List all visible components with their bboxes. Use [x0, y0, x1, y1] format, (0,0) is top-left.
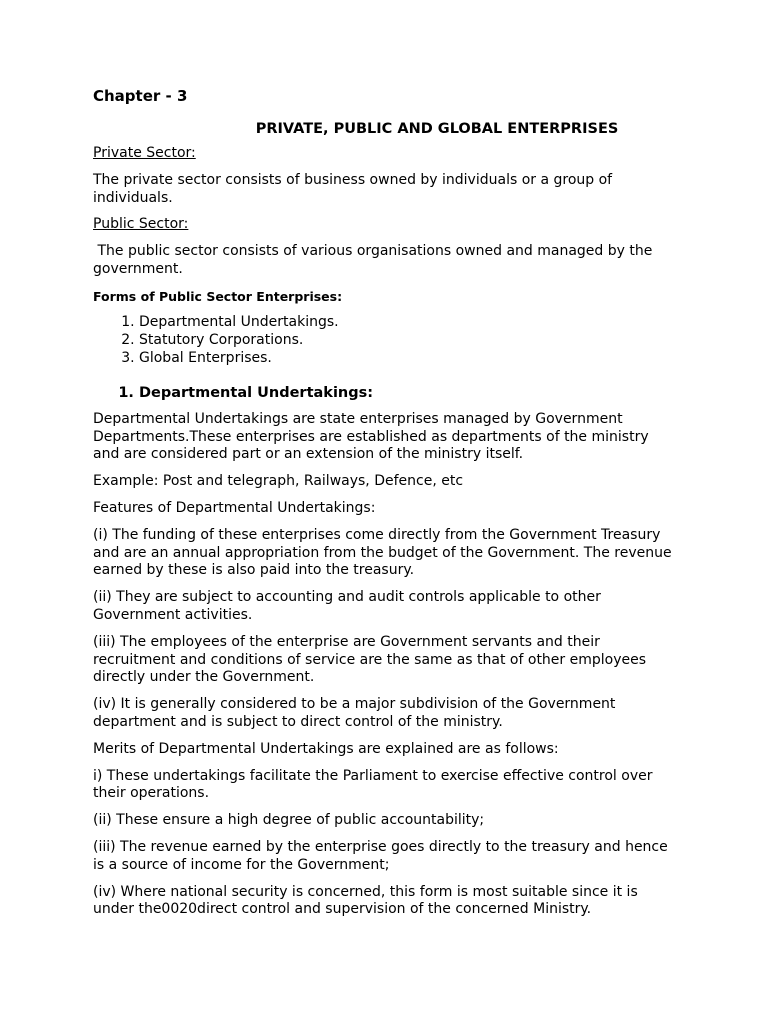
merit-item: (iv) Where national security is concerned, this form is most suitable since it is under the0020direct control and supervision of the concerned Ministry. — [93, 883, 638, 918]
feature-item: (ii) They are subject to accounting and audit controls applicable to other Government activities. — [93, 589, 601, 623]
list-item: 2. Statutory Corporations. — [139, 331, 673, 349]
public-sector-text: The public sector consists of various organisations owned and managed by the government. — [93, 243, 657, 277]
public-sector-heading — [93, 216, 673, 234]
public-sector-heading-text: Public Sector: — [93, 216, 189, 233]
page-title: PRIVATE, PUBLIC AND GLOBAL ENTERPRISES — [255, 121, 619, 137]
merit-item: i) These undertakings facilitate the Parliament to exercise effective control over their operations. — [93, 767, 653, 802]
private-sector-heading — [93, 145, 673, 163]
document-page — [93, 86, 673, 928]
departmental-heading: 1. Departmental Undertakings: — [139, 383, 673, 403]
list-item: 1. Departmental Undertakings. — [139, 313, 673, 331]
features-heading: Features of Departmental Undertakings: — [93, 499, 376, 516]
forms-heading: Forms of Public Sector Enterprises: — [93, 288, 343, 304]
list-item: 3. Global Enterprises. — [139, 349, 673, 367]
feature-item: (i) The funding of these enterprises come directly from the Government Treasury and are an annual appropriation from the budget of the Government. The revenue earned by these is also paid into the treasury. — [93, 526, 672, 579]
merits-heading: Merits of Departmental Undertakings are explained are as follows: — [93, 740, 559, 757]
departmental-definition: Departmental Undertakings are state enterprises managed by Government Departments.These enterprises are established as departments of the ministry and are considered part or an extension of the ministry itself. — [93, 410, 649, 463]
feature-item: (iii) The employees of the enterprise are Government servants and their recruitment and conditions of service are the same as that of other employees directly under the Government. — [93, 633, 647, 686]
private-sector-text: The private sector consists of business owned by individuals or a group of individuals. — [93, 171, 613, 206]
merit-item: (ii) These ensure a high degree of public accountability; — [93, 812, 485, 829]
forms-list — [93, 313, 673, 367]
feature-item: (iv) It is generally considered to be a major subdivision of the Government department and is subject to direct control of the ministry. — [93, 696, 616, 730]
chapter-label: Chapter - 3 — [93, 87, 188, 105]
private-sector-heading-text: Private Sector: — [93, 145, 196, 161]
departmental-example: Example: Post and telegraph, Railways, Defence, etc — [93, 473, 464, 490]
section-heading-list — [93, 383, 673, 403]
merit-item: (iii) The revenue earned by the enterprise goes directly to the treasury and hence is a source of income for the Government; — [93, 838, 668, 873]
